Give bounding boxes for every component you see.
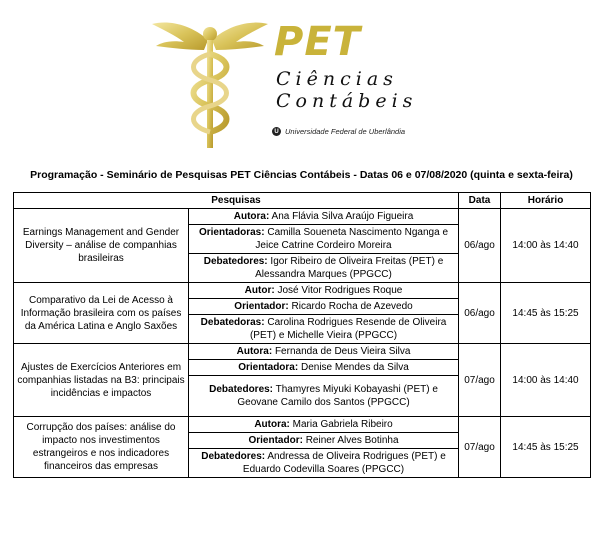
table-row: [14, 417, 591, 433]
role-names: Carolina Rodrigues Resende de Oliveira (PET) e Michelle Vieira (PPGCC): [249, 317, 447, 341]
role-names: Camilla Soueneta Nascimento Nganga e Jeice Catrine Cordeiro Moreira: [255, 227, 449, 251]
role-cell: [189, 315, 459, 344]
research-title: Ajustes de Exercícios Anteriores em companhias listadas na B3: principais incidências e impactos: [14, 344, 189, 417]
university-label: [272, 127, 405, 136]
role-names: Igor Ribeiro de Oliveira Freitas (PET) e Alessandra Marques (PPGCC): [255, 256, 444, 280]
role-cell: [189, 225, 459, 254]
pet-logo-word: [274, 18, 361, 66]
logo-subtitle-1: Ciências: [276, 68, 398, 90]
role-cell: [189, 376, 459, 417]
role-names: Ana Flávia Silva Araújo Figueira: [271, 211, 414, 222]
schedule-table: [13, 192, 591, 478]
role-cell: [189, 344, 459, 360]
time-cell: 14:45 às 15:25: [501, 417, 591, 478]
role-names: Thamyres Miyuki Kobayashi (PET) e Geovane Camilo dos Santos (PPGCC): [237, 384, 438, 408]
role-label: Debatedores:: [203, 256, 268, 267]
role-names: José Vitor Rodrigues Roque: [277, 285, 403, 296]
research-title: Earnings Management and Gender Diversity – análise de companhias brasileiras: [14, 209, 189, 283]
university-mark-icon: U: [272, 127, 281, 136]
role-cell: [189, 299, 459, 315]
role-label: Orientadora:: [238, 362, 299, 373]
time-cell: 14:00 às 14:40: [501, 209, 591, 283]
header-logo: [0, 0, 603, 160]
role-names: Maria Gabriela Ribeiro: [292, 419, 393, 430]
university-name: Universidade Federal de Uberlândia: [285, 127, 406, 136]
role-label: Autor:: [244, 285, 275, 296]
table-row: [14, 344, 591, 360]
research-title: Comparativo da Lei de Acesso à Informação brasileira com os países da América Latina e Anglo Saxões: [14, 283, 189, 344]
role-cell: [189, 360, 459, 376]
role-cell: [189, 449, 459, 478]
time-cell: 14:45 às 15:25: [501, 283, 591, 344]
role-label: Orientadoras:: [198, 227, 265, 238]
role-label: Autora:: [236, 346, 273, 357]
role-label: Orientador:: [234, 301, 289, 312]
table-row: [14, 209, 591, 225]
role-label: Autora:: [254, 419, 290, 430]
role-cell: [189, 417, 459, 433]
research-title: Corrupção dos países: análise do impacto nos investimentos estrangeiros e nos indicadores financeiros das empresas: [14, 417, 189, 478]
pet-logo-text: PET: [274, 19, 361, 65]
table-header-row: [14, 193, 591, 209]
role-label: Debatedoras:: [200, 317, 265, 328]
role-label: Debatedores:: [201, 451, 266, 462]
role-cell: [189, 254, 459, 283]
logo-subtitle-2: Contábeis: [276, 90, 418, 112]
column-header-horario: Horário: [501, 193, 591, 209]
role-names: Ricardo Rocha de Azevedo: [291, 301, 413, 312]
time-cell: 14:00 às 14:40: [501, 344, 591, 417]
role-names: Denise Mendes da Silva: [300, 362, 409, 373]
role-cell: [189, 283, 459, 299]
date-cell: 07/ago: [459, 344, 501, 417]
column-header-pesquisas: Pesquisas: [14, 193, 459, 209]
date-cell: 06/ago: [459, 283, 501, 344]
role-cell: [189, 433, 459, 449]
role-names: Andressa de Oliveira Rodrigues (PET) e Eduardo Codevilla Soares (PPGCC): [242, 451, 446, 475]
page-title: Programação - Seminário de Pesquisas PET Ciências Contábeis - Datas 06 e 07/08/2020 (quinta e sexta-feira): [30, 169, 573, 181]
date-cell: 06/ago: [459, 209, 501, 283]
role-label: Debatedores:: [209, 384, 274, 395]
date-cell: 07/ago: [459, 417, 501, 478]
role-names: Fernanda de Deus Vieira Silva: [274, 346, 411, 357]
role-label: Orientador:: [248, 435, 303, 446]
caduceus-icon: [150, 18, 270, 150]
role-label: Autora:: [233, 211, 270, 222]
role-cell: [189, 209, 459, 225]
table-row: [14, 283, 591, 299]
column-header-data: Data: [459, 193, 501, 209]
role-names: Reiner Alves Botinha: [305, 435, 399, 446]
